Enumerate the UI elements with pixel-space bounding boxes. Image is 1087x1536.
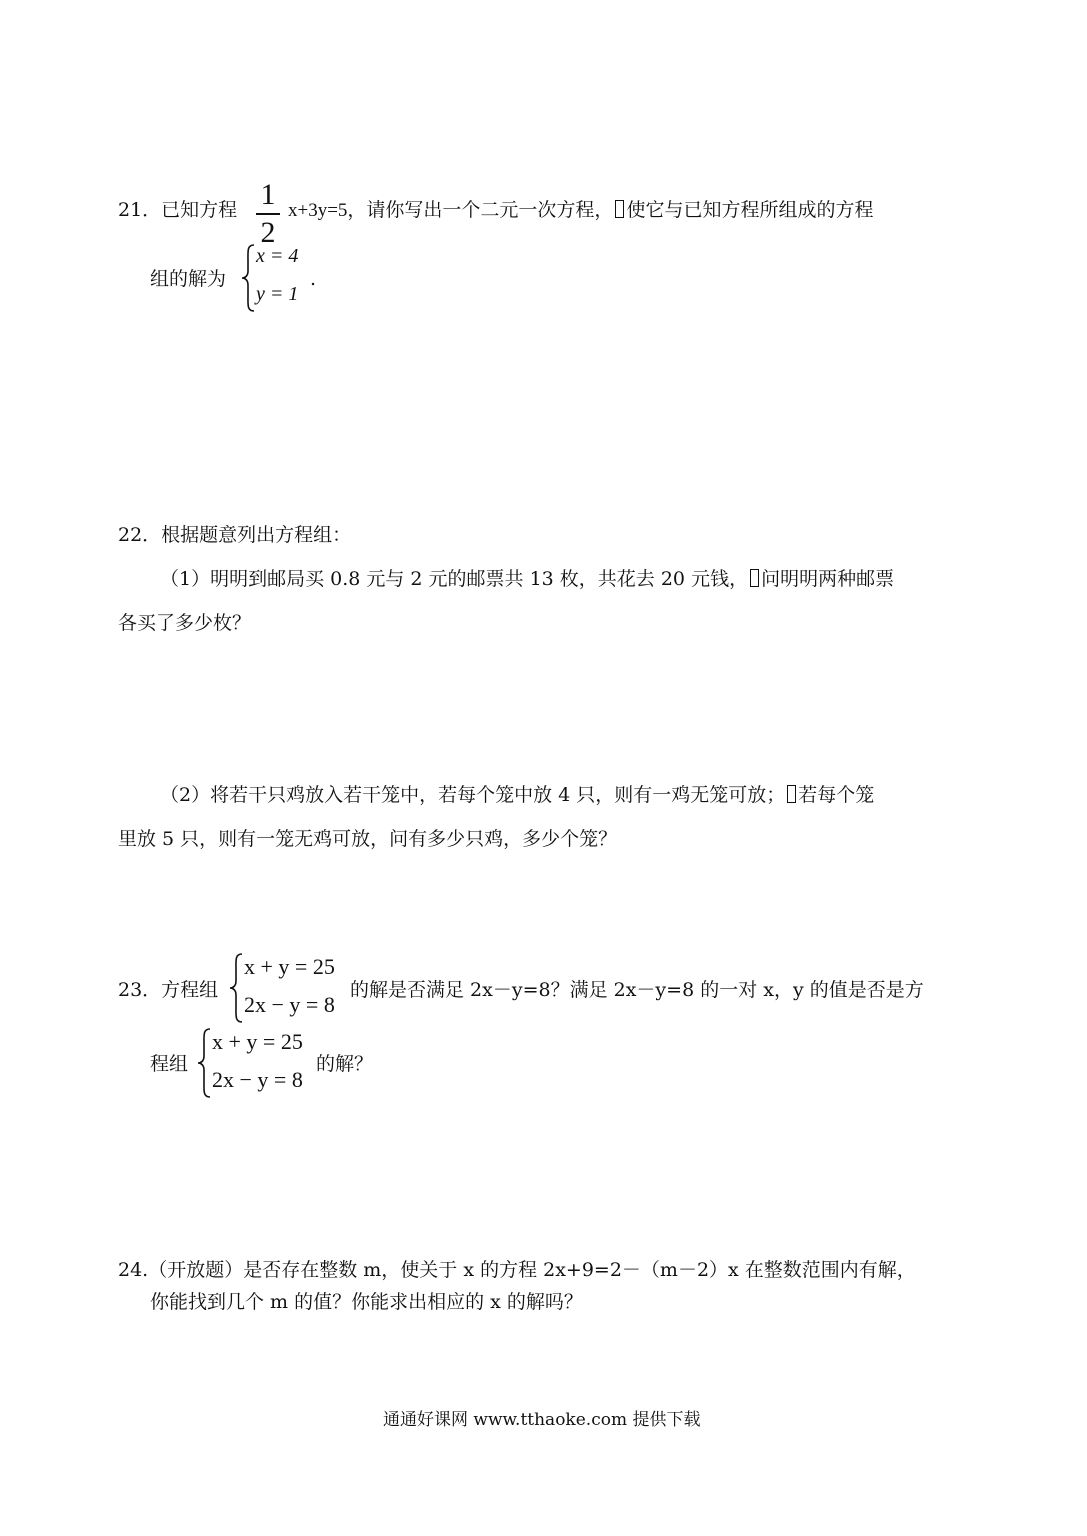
- q21-fraction-bar: [256, 213, 280, 215]
- q23-system-1: [228, 952, 358, 1024]
- q21-system: [240, 243, 320, 313]
- page-footer: 通通好课网 www.tthaoke.com 提供下载: [383, 1410, 701, 1430]
- q21-fraction-numerator: 1: [260, 178, 276, 211]
- q21-unknown-glyph: [615, 200, 624, 218]
- q22-part1-line2: 各买了多少枚？: [118, 612, 252, 634]
- q23-prefix: 23．方程组: [118, 979, 219, 1001]
- q23-system-1-row-1: x + y = 25: [244, 954, 335, 979]
- q21-prefix: 21．已知方程: [118, 199, 238, 221]
- brace-icon: [240, 243, 256, 313]
- q23-system-2-row-1: x + y = 25: [212, 1029, 303, 1054]
- q22-title: 22．根据题意列出方程组：: [118, 524, 352, 546]
- q21-system-row-2: y = 1: [256, 283, 299, 305]
- q22-part1-text-a: （1）明明到邮局买 0.8 元与 2 元的邮票共 13 枚，共花去 20 元钱，: [160, 568, 749, 590]
- q22-part2-line1: [160, 782, 874, 808]
- q22-part2-line2: 里放 5 只，则有一笼无鸡可放，问有多少只鸡，多少个笼？: [118, 828, 618, 850]
- q21-line1: [118, 197, 237, 223]
- q21-equation: x+3y=5，请你写出一个二元一次方程，: [288, 200, 614, 221]
- q22-part1-text-b: 问明明两种邮票: [761, 568, 895, 590]
- q21-line1-rest: [288, 197, 873, 224]
- q21-line2-prefix: 组的解为: [150, 268, 227, 290]
- q21-rest: 使它与已知方程所组成的方程: [626, 199, 874, 221]
- q22-part2-text-b: 若每个笼: [798, 784, 875, 806]
- q21-fraction: [256, 180, 280, 248]
- brace-icon: [196, 1027, 212, 1099]
- q22-part2-unknown-glyph: [787, 785, 796, 803]
- q24-line1: 24.（开放题）是否存在整数 m，使关于 x 的方程 2x+9=2－（m－2）x 在整数范围内有解，: [118, 1259, 916, 1281]
- q23-text-1: 的解是否满足 2x－y=8？满足 2x－y=8 的一对 x，y 的值是否是方: [350, 979, 924, 1001]
- q21-system-row-1: x = 4: [256, 245, 299, 267]
- q23-line2-prefix: 程组: [150, 1053, 189, 1075]
- brace-icon: [228, 952, 244, 1024]
- q22-part1-unknown-glyph: [750, 569, 759, 587]
- q22-part2-text-a: （2）将若干只鸡放入若干笼中，若每个笼中放 4 只，则有一鸡无笼可放；: [160, 784, 786, 806]
- q23-system-2: [196, 1027, 326, 1099]
- q22-part1-line1: [160, 566, 894, 592]
- q23-system-2-row-2: 2x − y = 8: [212, 1067, 303, 1092]
- q23-text-2: 的解？: [316, 1053, 374, 1075]
- q23-system-1-row-2: 2x − y = 8: [244, 992, 335, 1017]
- q21-fraction-denominator: 2: [260, 216, 276, 249]
- q24-line2: 你能找到几个 m 的值？你能求出相应的 x 的解吗？: [150, 1291, 583, 1313]
- q21-line2-suffix: .: [310, 268, 317, 290]
